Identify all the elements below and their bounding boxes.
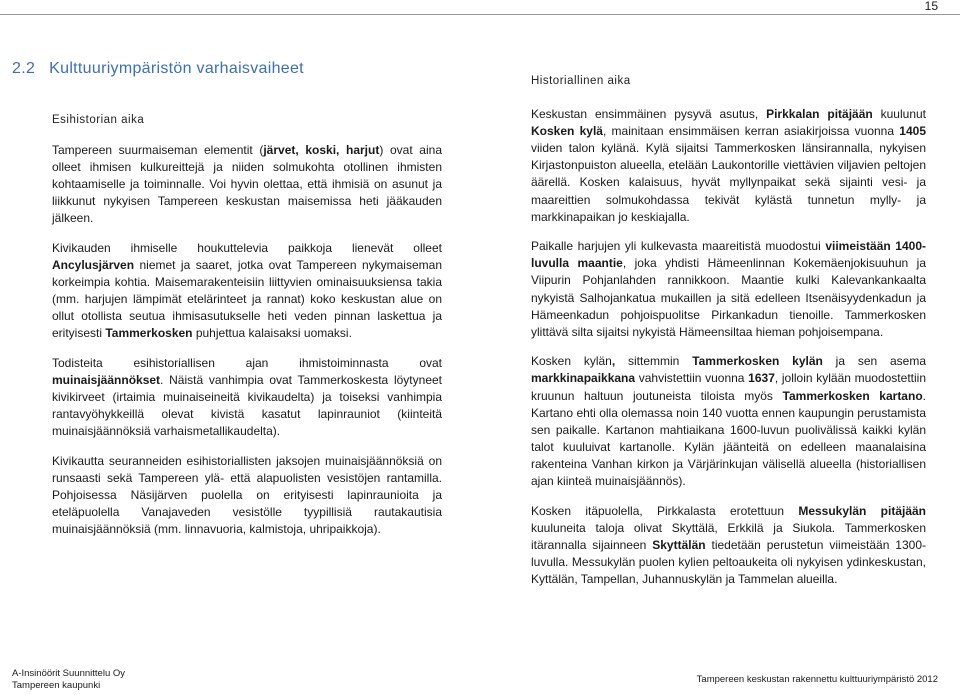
section-heading — [12, 60, 304, 78]
bold-term: Tammerkosken kartano — [782, 388, 923, 403]
text-run: Keskustan ensimmäinen pysyvä asutus, — [531, 107, 767, 122]
text-run: , jolloin kylään muodostettiin kruunun haltuun joutuneista tiloista myös — [531, 371, 926, 403]
text-run: niemet ja saaret, jotka ovat Tampereen nykymaiseman korkeimpia kohtia. Maisemarakenteisiin liittyvien ominaisuuksiensa takia (mm. harjujen lämpimät etelärinteet ja rannat) koko keskustan alue on ollut otollista seutua ihmisasutukselle heti veden pinnan laskettua ja erityisesti — [52, 257, 442, 341]
text-run: viiden talon kylänä. Kylä sijaitsi Tammerkosken länsirannalla, nykyisen Kirjastonpuiston alueella, etelään Laukontorille viettävien viljavien peltojen äärellä. Kosken kalaisuus, hyvät myllynpaikat sekä sijainti vesi- ja maareittien solmukohdassa tekivät kylästä tunnetun mylly- ja markkinapaikan jo keskiajalla. — [531, 141, 926, 224]
text-run: . Näistä vanhimpia ovat Tammerkoskesta löytyneet kivikirveet (irtaimia muinaiseineitä kivikaudelta) ja toiseksi vanhimpia rantavyöhykkeillä olevat kivistä kasatut lapinrauniot (kiinteitä muinaisjäännöksiä varhaismetallikaudelta). — [52, 372, 442, 438]
text-run: tiedetään perustetun viimeistään 1300-luvulla. Messukylän puolen kylien peltoaukeita oli nykyisen ydinkeskustan, Kyttälän, Tampellan, Juhannuskylän ja Tammelan alueilla. — [531, 537, 926, 586]
left-paragraph-3 — [52, 355, 442, 440]
footer-document-title: Tampereen keskustan rakennettu kulttuuriympäristö 2012 — [696, 674, 938, 685]
left-subheading: Esihistorian aika — [52, 114, 145, 126]
right-subheading: Historiallinen aika — [531, 75, 631, 87]
bold-term: muinaisjäännökset — [52, 372, 161, 387]
text-run: sittemmin — [615, 354, 693, 369]
text-run: puhjettua kalaisaksi uomaksi. — [192, 326, 352, 341]
text-run: kuuluneita taloja olivat Skyttälä, Erkkilä ja Siukola. Tammerkosken itärannalla sijainneen — [531, 520, 926, 552]
left-paragraph-1 — [52, 142, 442, 227]
left-paragraph-4 — [52, 453, 442, 538]
text-run: vahvistettiin vuonna — [635, 371, 749, 386]
left-paragraph-2 — [52, 240, 442, 343]
text-run: , joka yhdisti Hämeenlinnan Kokemäenjokisuuhun ja Viipurin Pohjanlahden rannikkoon. Maantie kulki Kalevankankaalta nykyistä Salhojankatua mukaillen ja sitä edelleen Itsenäisyydenkadun ja Hämeenkadun pohjoispuolitse Pirkankadun tienoille. Tammerkosken ylittävä silta sijaitsi nykyistä Hämeensiltaa hieman pohjoisempana. — [531, 256, 926, 339]
bold-term: Skyttälän — [652, 537, 706, 552]
text-run: Kosken kylän — [531, 354, 612, 369]
bold-term: Pirkkalan pitäjään — [766, 107, 873, 122]
left-column — [52, 112, 442, 551]
right-paragraph-1 — [531, 106, 926, 226]
bold-term: Tammerkosken kylän — [692, 354, 823, 369]
text-run: ja sen asema — [822, 354, 926, 369]
right-paragraph-3 — [531, 353, 926, 490]
section-number: 2.2 — [12, 60, 36, 77]
bold-term: viimeistään 1400-luvulla maantie — [531, 239, 926, 271]
text-run: Kivikautta seuranneiden esihistoriallisten jaksojen muinaisjäännöksiä on runsaasti sekä Tampereen ylä- että alapuolisten vesistöjen rantamilla. Pohjoisessa Näsijärven puolella on erityisesti lapinraunioita ja eteläpuolella Vanajaveden vesistölle tyypillisiä rautakautisia muinaisjäännöksiä (mm. linnavuoria, kalmistoja, uhripaikkoja). — [52, 453, 442, 536]
text-run: Kosken itäpuolella, Pirkkalasta erotettuun — [531, 503, 799, 518]
footer-left — [12, 668, 125, 692]
text-run: Paikalle harjujen yli kulkevasta maareitistä muodostui — [531, 239, 826, 254]
bold-term: 1405 — [899, 124, 926, 139]
footer-client: Tampereen kaupunki — [12, 680, 101, 691]
section-title: Kulttuuriympäristön varhaisvaiheet — [49, 60, 304, 77]
footer-company: A-Insinöörit Suunnittelu Oy — [12, 668, 126, 679]
text-run: ) ovat aina olleet ihmisen kulkureittejä ja niiden solmukohta otollinen ihmisten kohtaamiselle ja toiminnalle. Voi hyvin olettaa, että ihmisiä on asunut ja liikkunut nykyisen Tampereen keskustan maisemissa heti jääkauden jälkeen. — [52, 142, 442, 225]
text-run: . Kartano ehti olla olemassa noin 140 vuotta ennen kaupungin perustamista sen paikalle. Kartanon mahtiaikana 1600-luvun puolivälissä kaikki kylän talot kuuluivat kartanolle. Kylän jäänteitä on edelleen maanalaisina rakenteina Vanhan kirkon ja Värjärinkujan välisellä alueella (historiallisen ajan kiinteä muinaisjäännös). — [531, 388, 926, 488]
text-run: kuulunut — [872, 107, 926, 122]
bold-term: , — [611, 354, 616, 369]
right-paragraph-2 — [531, 238, 926, 341]
text-run: Tampereen suurmaiseman elementit ( — [52, 142, 264, 157]
text-run: , mainitaan ensimmäisen kerran asiakirjoissa vuonna — [602, 124, 900, 139]
bold-term: Ancylusjärven — [52, 257, 135, 272]
bold-term: Tammerkosken — [105, 326, 193, 341]
bold-term: Kosken kylä — [531, 124, 603, 139]
header-rule — [0, 14, 960, 15]
bold-term: Messukylän pitäjään — [798, 503, 927, 518]
bold-term: 1637 — [748, 371, 775, 386]
text-run: Todisteita esihistoriallisen ajan ihmistoiminnasta ovat — [52, 355, 442, 370]
bold-term: järvet, koski, harjut — [263, 142, 380, 157]
page-number: 15 — [924, 0, 938, 13]
right-column — [531, 73, 926, 601]
text-run: Kivikauden ihmiselle houkuttelevia paikkoja lienevät olleet — [52, 240, 442, 255]
bold-term: markkinapaikkana — [531, 371, 636, 386]
right-paragraph-4 — [531, 503, 926, 588]
